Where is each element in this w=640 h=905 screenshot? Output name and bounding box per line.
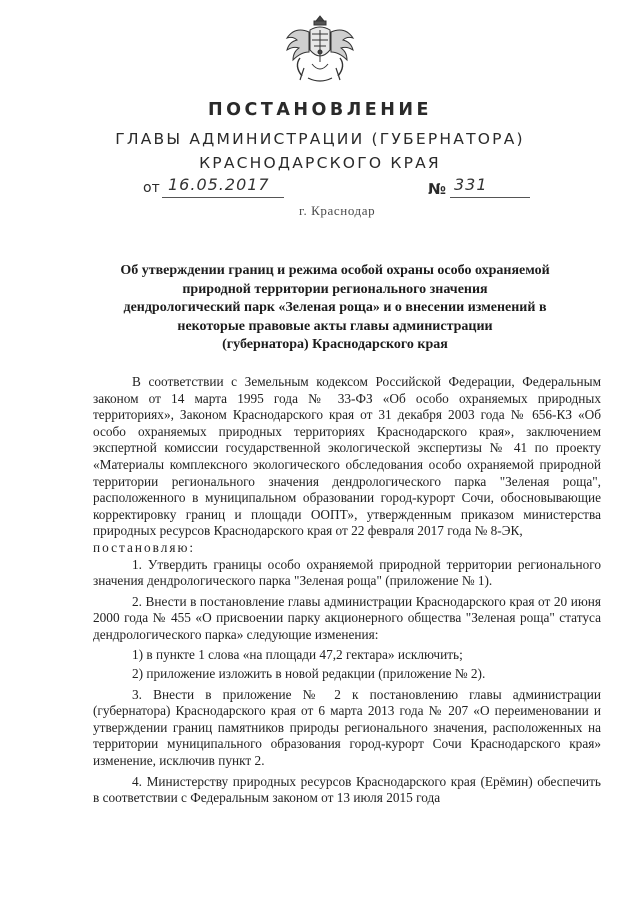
number-value: 331 bbox=[454, 175, 488, 194]
city-label: г. Краснодар bbox=[299, 203, 376, 218]
item-2-paragraph: 2. Внести в постановление главы администрации Краснодарского края от 20 июня 2000 года № 455 «О присвоении парку акционерного общества "Зеленая роща" статуса дендрологического парка» следующие изменения: bbox=[93, 593, 601, 642]
issuer-line-2: КРАСНОДАРСКОГО КРАЯ bbox=[199, 154, 441, 172]
subject-line: (губернатора) Краснодарского края bbox=[222, 337, 448, 353]
subject-line: дендрологический парк «Зеленая роща» и о внесении изменений в bbox=[123, 300, 547, 316]
date-label: от bbox=[143, 180, 160, 196]
date-underline bbox=[162, 197, 284, 198]
issuer-line-1: ГЛАВЫ АДМИНИСТРАЦИИ (ГУБЕРНАТОРА) bbox=[115, 130, 525, 148]
coat-of-arms-icon bbox=[282, 12, 358, 84]
item-1-paragraph: 1. Утвердить границы особо охраняемой природной территории регионального значения дендрологического парка "Зеленая роща" (приложение № 1). bbox=[93, 556, 601, 589]
item-2-subitem-2: 2) приложение изложить в новой редакции (приложение № 2). bbox=[132, 666, 486, 682]
resolve-word: постановляю: bbox=[93, 539, 196, 555]
item-2-subitem-1: 1) в пункте 1 слова «на площади 47,2 гектара» исключить; bbox=[132, 646, 463, 662]
number-label: № bbox=[428, 180, 447, 198]
item-3-paragraph: 3. Внести в приложение № 2 к постановлению главы администрации (губернатора) Краснодарского края от 6 марта 2013 года № 207 «О переименовании и утверждении границ памятников природы регионального значения, расположенных на территории муниципального образования город-курорт Сочи Краснодарского края» изменение, исключив пункт 2. bbox=[93, 686, 601, 769]
item-4-paragraph: 4. Министерству природных ресурсов Краснодарского края (Ерёмин) обеспечить в соответствии с Федеральным законом от 13 июля 2015 года bbox=[93, 773, 601, 806]
subject-line: природной территории регионального значения bbox=[182, 281, 488, 297]
document-title: ПОСТАНОВЛЕНИЕ bbox=[208, 100, 432, 120]
preamble-paragraph: В соответствии с Земельным кодексом Российской Федерации, Федеральным законом от 14 марта 1995 года № 33-ФЗ «Об особо охраняемых природных территориях», Законом Краснодарского края от 31 декабря 2003 года № 656-КЗ «Об особо охраняемых природных территориях Краснодарского края», заключением экспертной комиссии государственной экологической экспертизы № 41 по проекту «Материалы комплексного экологического обследования особо охраняемой природной территории регионального значения дендрологического парка "Зеленая роща", расположенного в муниципальном образовании город-курорт Сочи, обосновывающие корректировку границ и площади ООПТ», утвержденным приказом министерства природных ресурсов Краснодарского края от 22 февраля 2017 года № 8-ЭК, bbox=[93, 374, 601, 539]
document-subject bbox=[100, 262, 570, 355]
number-underline bbox=[450, 197, 530, 198]
document-body bbox=[93, 374, 601, 807]
subject-line: Об утверждении границ и режима особой охраны особо охраняемой bbox=[120, 263, 550, 278]
date-value: 16.05.2017 bbox=[168, 175, 270, 194]
subject-line: некоторые правовые акты главы администрации bbox=[177, 318, 493, 334]
